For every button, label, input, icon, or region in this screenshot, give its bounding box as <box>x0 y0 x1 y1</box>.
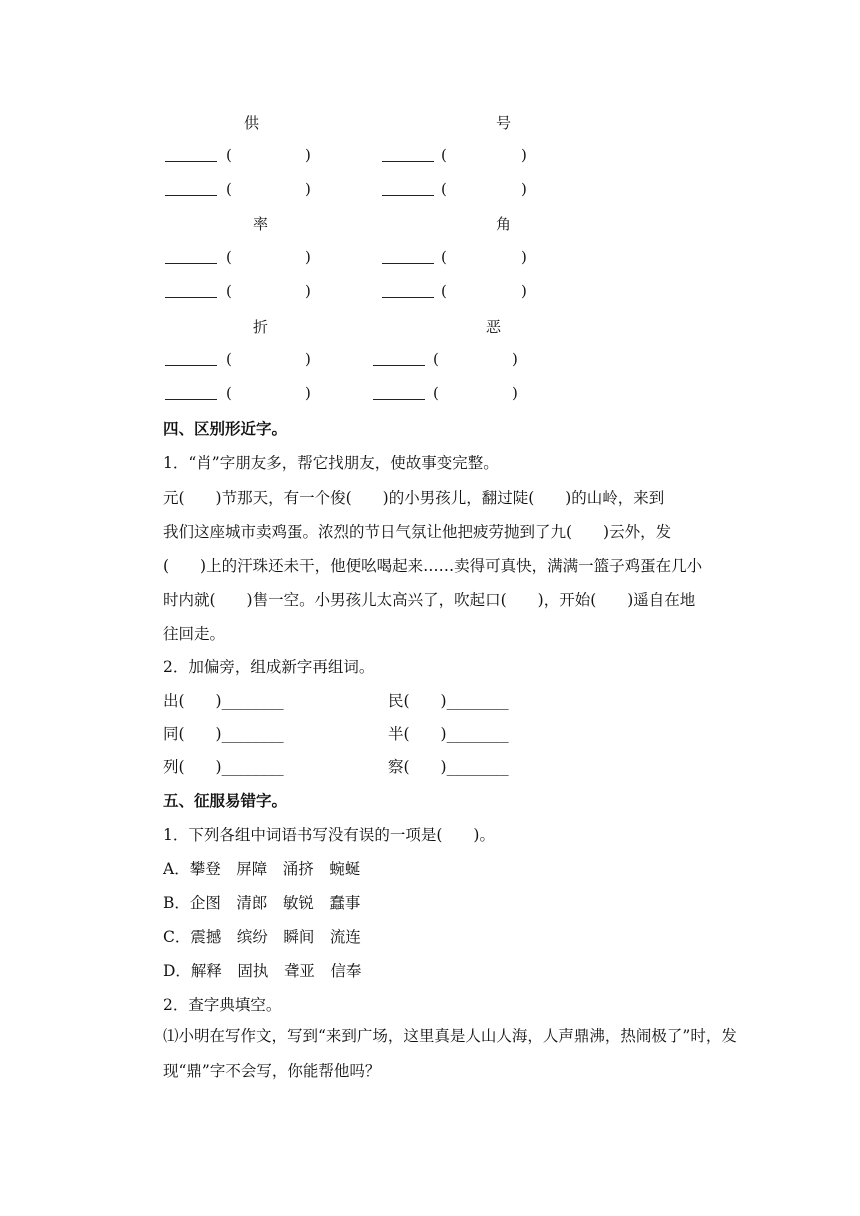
pinyin-blank[interactable] <box>373 399 425 400</box>
paren-open: ( <box>226 248 232 266</box>
paren-close: ) <box>521 282 527 300</box>
pinyin-blank[interactable] <box>165 161 217 162</box>
pinyin-blank[interactable] <box>373 365 425 366</box>
option-a[interactable]: A．攀登 屏障 涌挤 蜿蜒 <box>163 860 361 878</box>
paren-open: ( <box>441 180 447 198</box>
radical-item[interactable]: 民( )________ <box>388 692 509 710</box>
pinyin-blank[interactable] <box>165 195 217 196</box>
paren-close: ) <box>512 350 518 368</box>
paren-close: ) <box>512 384 518 402</box>
paren-open: ( <box>433 350 439 368</box>
paren-close: ) <box>305 282 311 300</box>
subquestion-text: ⑴小明在写作文，写到“来到广场，这里真是人山人海，人声鼎沸，热闹极了”时，发现“鼎”字不会写，你能帮他吗？ <box>163 1027 737 1080</box>
story-line: 元( )节那天，有一个俊( )的小男孩儿，翻过陡( )的山岭，来到 <box>163 489 665 507</box>
paren-close: ) <box>305 180 311 198</box>
paren-close: ) <box>305 384 311 402</box>
question-text: 1．“肖”字朋友多，帮它找朋友，使故事变完整。 <box>163 454 499 472</box>
story-line: 往回走。 <box>163 625 226 643</box>
story-line: 我们这座城市卖鸡蛋。浓烈的节日气氛让他把疲劳抛到了九( )云外，发 <box>163 523 672 541</box>
radical-item[interactable]: 同( )________ <box>163 725 284 743</box>
pinyin-blank[interactable] <box>165 297 217 298</box>
paren-open: ( <box>226 384 232 402</box>
section-heading: 五、征服易错字。 <box>163 791 288 810</box>
paren-open: ( <box>226 180 232 198</box>
polyphone-char: 号 <box>496 114 512 132</box>
question-text: 2．加偏旁，组成新字再组词。 <box>163 658 375 676</box>
paren-open: ( <box>441 282 447 300</box>
question-text: 2．查字典填空。 <box>163 996 282 1014</box>
radical-item[interactable]: 半( )________ <box>388 725 509 743</box>
radical-item[interactable]: 察( )________ <box>388 758 509 776</box>
pinyin-blank[interactable] <box>165 263 217 264</box>
pinyin-blank[interactable] <box>165 365 217 366</box>
story-line: 时内就( )售一空。小男孩儿太高兴了，吹起口( )，开始( )遥自在地 <box>163 591 696 609</box>
option-d[interactable]: D．解释 固执 聋亚 信奉 <box>163 962 362 980</box>
option-b[interactable]: B．企图 清郎 敏锐 蠢事 <box>163 894 361 912</box>
pinyin-blank[interactable] <box>382 161 434 162</box>
pinyin-blank[interactable] <box>382 195 434 196</box>
paren-close: ) <box>521 146 527 164</box>
polyphone-char: 率 <box>253 215 269 233</box>
polyphone-char: 折 <box>253 318 269 336</box>
paren-open: ( <box>226 146 232 164</box>
option-c[interactable]: C．震撼 缤纷 瞬间 流连 <box>163 928 361 946</box>
paren-close: ) <box>305 350 311 368</box>
paren-open: ( <box>226 350 232 368</box>
paren-close: ) <box>521 248 527 266</box>
question-text: 1．下列各组中词语书写没有误的一项是( )。 <box>163 826 495 844</box>
paren-close: ) <box>305 146 311 164</box>
pinyin-blank[interactable] <box>382 263 434 264</box>
pinyin-blank[interactable] <box>165 399 217 400</box>
section-heading: 四、区别形近字。 <box>163 419 288 438</box>
paren-close: ) <box>521 180 527 198</box>
polyphone-char: 角 <box>496 215 512 233</box>
paren-close: ) <box>305 248 311 266</box>
paren-open: ( <box>226 282 232 300</box>
paren-open: ( <box>441 146 447 164</box>
radical-item[interactable]: 出( )________ <box>163 692 284 710</box>
story-line: ( )上的汗珠还未干，他便吆喝起来……卖得可真快，满满一篮子鸡蛋在几小 <box>163 557 703 575</box>
paren-open: ( <box>433 384 439 402</box>
pinyin-blank[interactable] <box>382 297 434 298</box>
paren-open: ( <box>441 248 447 266</box>
polyphone-char: 供 <box>244 114 260 132</box>
radical-item[interactable]: 列( )________ <box>163 758 284 776</box>
polyphone-char: 恶 <box>486 318 502 336</box>
